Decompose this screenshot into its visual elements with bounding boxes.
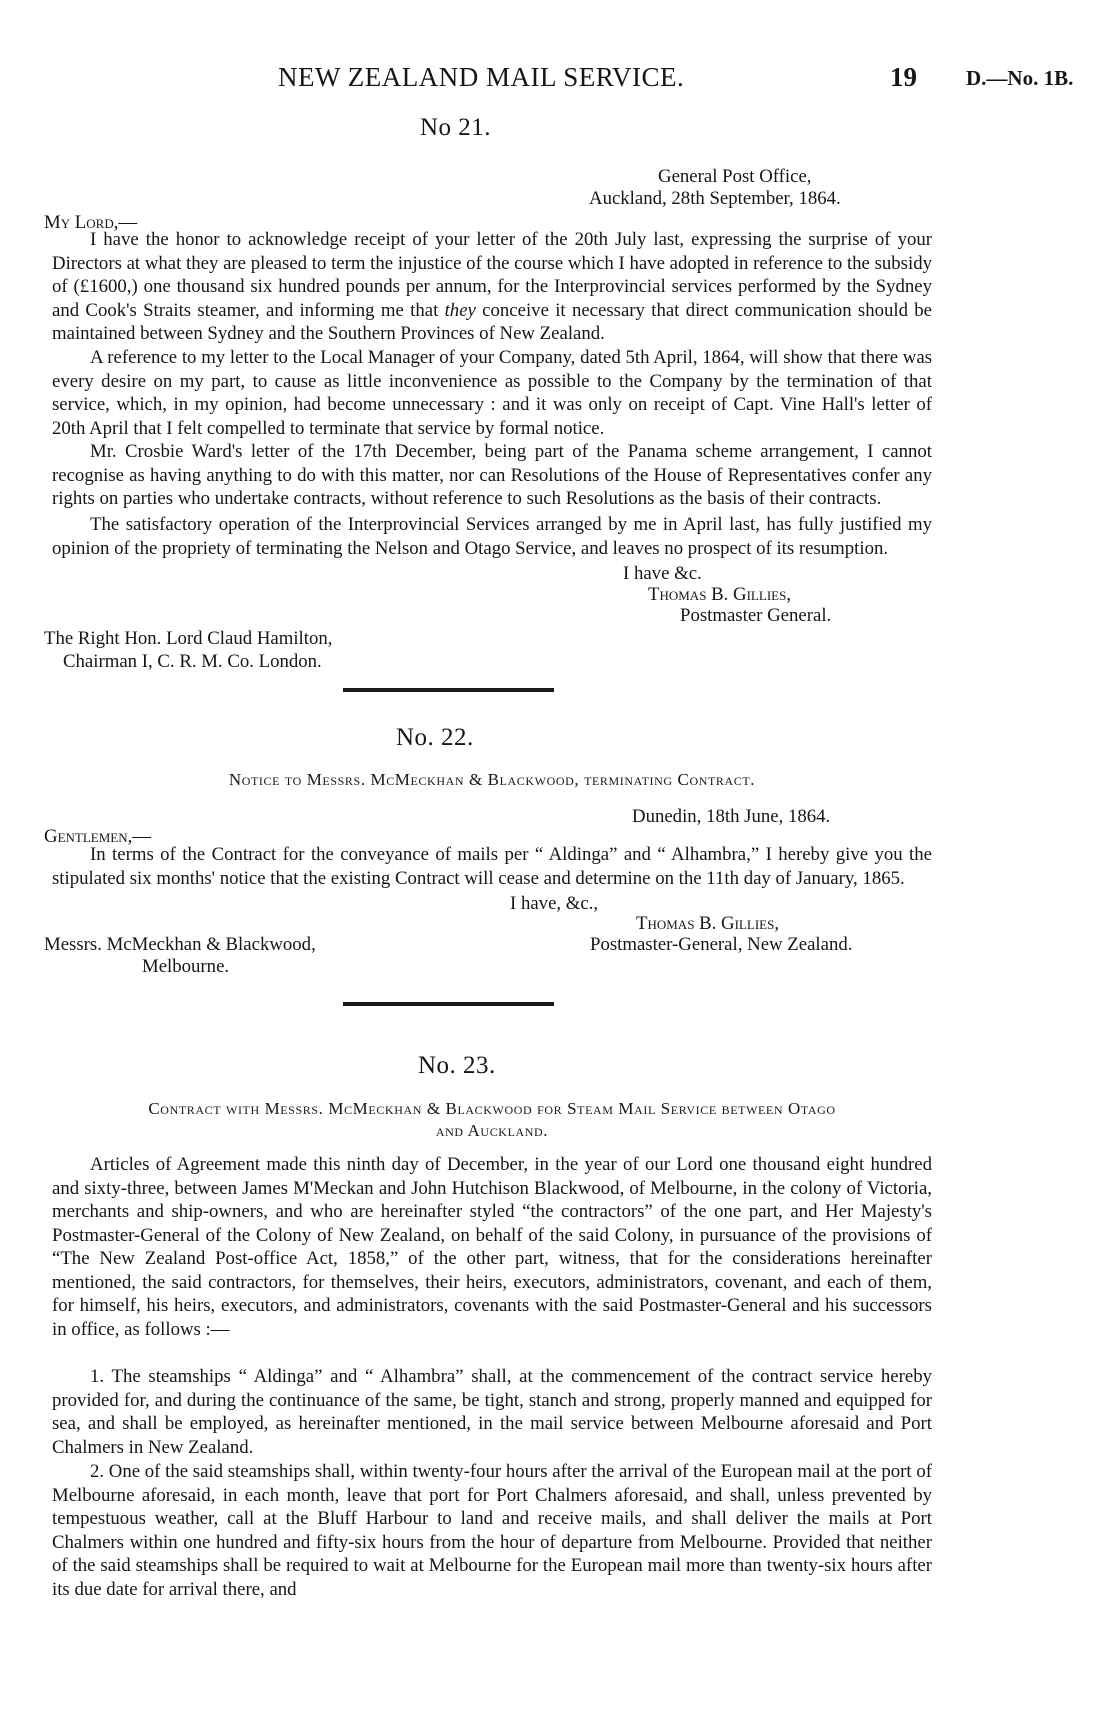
- section-divider: [343, 1002, 554, 1006]
- doc22-title: Notice to Messrs. McMeckhan & Blackwood, terminating Contract.: [228, 770, 756, 789]
- doc21-place-date: Auckland, 28th September, 1864.: [589, 188, 841, 209]
- doc21-addressee-line-2: Chairman I, C. R. M. Co. London.: [63, 651, 322, 672]
- doc23-title-line-2: and Auckland.: [435, 1121, 549, 1140]
- doc23-paragraph-3: 2. One of the said steamships shall, within twenty-four hours after the arrival of the European mail at the port of Melbourne aforesaid, in each month, leave that port for Port Chalmers aforesaid, and shall, unless prevented by tempestuous weather, call at the Bluff Harbour to land and receive mails, and shall deliver the mails at Port Chalmers within one hundred and fifty-six hours from the hour of departure from Melbourne. Provided that neither of the said steamships shall be required to wait at Melbourne for the European mail more than twenty-six hours after its due date for arrival there, and: [52, 1461, 932, 1600]
- doc21-salutation: My Lord,—: [44, 212, 138, 233]
- doc21-signer: Thomas B. Gillies,: [648, 584, 792, 605]
- doc22-addressee-line-2: Melbourne.: [142, 956, 230, 977]
- doc23-paragraph-2: 1. The steamships “ Aldinga” and “ Alhambra” shall, at the commencement of the contract service hereby provided for, and during the continuance of the same, be tight, stanch and strong, properly manned and equipped for sea, and shall be employed, as hereinafter mentioned, in the mail service between Melbourne aforesaid and Port Chalmers in New Zealand.: [52, 1366, 932, 1458]
- page-title: NEW ZEALAND MAIL SERVICE.: [278, 62, 685, 92]
- doc22-place-date: Dunedin, 18th June, 1864.: [632, 806, 831, 827]
- doc22-signer-title: Postmaster-General, New Zealand.: [590, 934, 853, 955]
- doc21-paragraph-1: I have the honor to acknowledge receipt of your letter of the 20th July last, expressing the surprise of your Directors at what they are pleased to term the injustice of the course which I have adopted in reference to the subsidy of (£1600,) one thousand six hundred pounds per annum, for the Interprovincial services performed by the Sydney and Cook's Straits steamer, and informing me that they conceive it necessary that direct communication should be maintained between Sydney and the Southern Provinces of New Zealand.: [52, 229, 932, 344]
- doc22-paragraph-1: In terms of the Contract for the conveyance of mails per “ Aldinga” and “ Alhambra,” I hereby give you the stipulated six months' notice that the existing Contract will cease and determine on the 11th day of January, 1865.: [52, 844, 932, 889]
- doc21-paragraph-3: Mr. Crosbie Ward's letter of the 17th December, being part of the Panama scheme arrangement, I cannot recognise as having anything to do with this matter, nor can Resolutions of the House of Representatives confer any rights on parties who undertake contracts, without reference to such Resolutions as the basis of their contracts.: [52, 441, 932, 509]
- doc21-addressee-line-1: The Right Hon. Lord Claud Hamilton,: [44, 628, 333, 649]
- document-reference: D.—No. 1B.: [966, 66, 1074, 90]
- doc23-number: No. 23.: [418, 1052, 496, 1079]
- doc23-title-line-1: Contract with Messrs. McMeckhan & Blackwood for Steam Mail Service between Otago: [148, 1099, 836, 1118]
- doc21-paragraph-4: The satisfactory operation of the Interprovincial Services arranged by me in April last, has fully justified my opinion of the propriety of terminating the Nelson and Otago Service, and leaves no prospect of its resumption.: [52, 514, 932, 559]
- doc22-salutation: Gentlemen,—: [44, 826, 152, 847]
- doc21-signer-title: Postmaster General.: [680, 605, 832, 626]
- doc21-closing: I have &c.: [623, 563, 702, 584]
- section-divider: [343, 688, 554, 692]
- page-number: 19: [890, 62, 917, 92]
- doc21-origin: General Post Office,: [658, 166, 812, 187]
- doc22-closing: I have, &c.,: [510, 893, 599, 914]
- doc21-paragraph-2: A reference to my letter to the Local Manager of your Company, dated 5th April, 1864, will show that there was every desire on my part, to cause as little inconvenience as possible to the Company by the termination of that service, which, in my opinion, had become unnecessary : and it was only on receipt of Capt. Vine Hall's letter of 20th April that I felt compelled to terminate that service by formal notice.: [52, 347, 932, 439]
- doc22-addressee-line-1: Messrs. McMeckhan & Blackwood,: [44, 934, 316, 955]
- doc22-signer: Thomas B. Gillies,: [636, 913, 780, 934]
- doc21-number: No 21.: [420, 114, 492, 141]
- doc22-number: No. 22.: [396, 724, 474, 751]
- doc23-paragraph-1: Articles of Agreement made this ninth day of December, in the year of our Lord one thousand eight hundred and sixty-three, between James M'Meckan and John Hutchison Blackwood, of Melbourne, in the colony of Victoria, merchants and ship-owners, and who are hereinafter styled “the contractors” of the one part, and Her Majesty's Postmaster-General of the Colony of New Zealand, on behalf of the said Colony, in pursuance of the provisions of “The New Zealand Post-office Act, 1858,” of the other part, witness, that for the considerations hereinafter mentioned, the said contractors, for themselves, their heirs, executors, administrators, covenant, and each of them, for himself, his heirs, executors, and administrators, covenants with the said Postmaster-General and his successors in office, as follows :—: [52, 1154, 932, 1340]
